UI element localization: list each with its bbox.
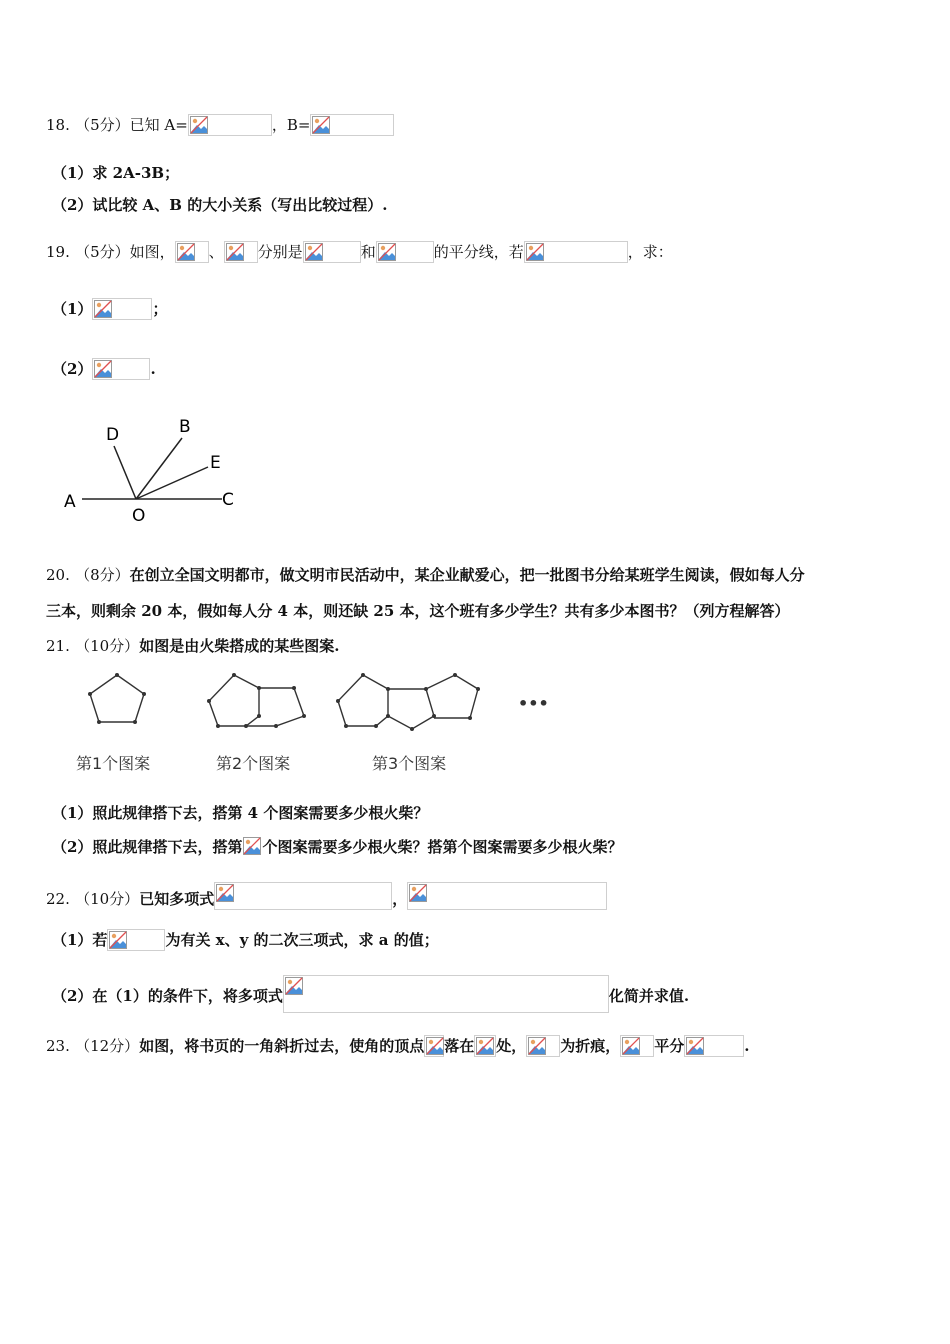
q20-stem xyxy=(46,565,805,585)
q18-stem xyxy=(46,114,394,136)
q21-stem xyxy=(46,636,339,656)
label-d: D xyxy=(106,425,120,445)
q23-stem xyxy=(46,1035,750,1057)
ray-od xyxy=(114,446,136,499)
q22-part1-text-a: （1）若 xyxy=(52,931,108,949)
ray-oe xyxy=(136,467,208,499)
formula-image-icon xyxy=(526,1035,560,1057)
formula-image-icon xyxy=(214,882,392,910)
q19-number: 19. xyxy=(46,243,70,261)
q23-number: 23. xyxy=(46,1037,70,1055)
q19-text: 和 xyxy=(360,243,376,261)
caption-pattern-1: 第1个图案 xyxy=(76,754,151,773)
formula-image-icon xyxy=(407,882,607,910)
q20-number: 20. xyxy=(46,566,70,584)
formula-image-icon xyxy=(175,241,209,263)
q23-text: 如图，将书页的一角斜折过去，使角的顶点 xyxy=(139,1037,425,1055)
q19-part2 xyxy=(52,358,156,380)
q22-score: （10分） xyxy=(75,890,140,908)
q19-text: 的平分线，若 xyxy=(433,243,524,261)
q22-number: 22. xyxy=(46,890,70,908)
q20-text-line2: 三本，则剩余 20 本，假如每人分 4 本，则还缺 25 本，这个班有多少学生？共有多少本图书？（列方程解答） xyxy=(46,602,790,620)
q21-score: （10分） xyxy=(75,637,140,655)
pattern-1-pentagon xyxy=(90,675,144,722)
q21-part2 xyxy=(52,836,622,858)
q21-number: 21. xyxy=(46,637,70,655)
q19-stem xyxy=(46,241,673,263)
q23-text: . xyxy=(744,1037,750,1055)
q21-part1: （1）照此规律搭下去，搭第 4 个图案需要多少根火柴？ xyxy=(52,804,429,822)
formula-image-icon xyxy=(524,241,628,263)
q18-part1: （1）求 2A-3B； xyxy=(52,164,180,182)
q23-score: （12分） xyxy=(75,1037,140,1055)
formula-image-icon xyxy=(283,975,609,1013)
q19-part1 xyxy=(52,298,167,320)
q22-stem xyxy=(46,882,607,910)
formula-image-icon xyxy=(92,298,152,320)
pattern-2 xyxy=(209,675,304,726)
label-b: B xyxy=(179,417,191,437)
q22-part2 xyxy=(52,975,689,1013)
label-o: O xyxy=(132,506,146,524)
formula-image-icon xyxy=(242,836,262,858)
label-e: E xyxy=(210,453,221,473)
q19-part1-label: （1） xyxy=(52,300,93,318)
q19-text: 如图， xyxy=(129,243,175,261)
q20-score: （8分） xyxy=(75,566,130,584)
angle-figure xyxy=(46,412,246,524)
formula-image-icon xyxy=(107,929,165,951)
q22-comma: ， xyxy=(392,890,408,908)
q19-text: 、 xyxy=(208,243,224,261)
q19-part2-end: . xyxy=(150,360,156,378)
q22-part2-text-a: （2）在（1）的条件下，将多项式 xyxy=(52,987,283,1005)
q19-score: （5分） xyxy=(75,243,130,261)
formula-image-icon xyxy=(620,1035,654,1057)
q23-text: 处， xyxy=(496,1037,527,1055)
label-c: C xyxy=(222,490,234,510)
q22-part1-text-b: 为有关 x、y 的二次三项式，求 a 的值； xyxy=(165,931,439,949)
matchstick-patterns xyxy=(70,665,560,780)
q18-text-a: 已知 A= xyxy=(129,116,188,134)
caption-pattern-3: 第3个图案 xyxy=(372,754,447,773)
formula-image-icon xyxy=(376,241,434,263)
q20-text-line1: 在创立全国文明都市，做文明市民活动中，某企业献爱心，把一批图书分给某班学生阅读，假如每人分 xyxy=(129,566,805,584)
q19-text: ，求： xyxy=(627,243,673,261)
q19-text: 分别是 xyxy=(257,243,303,261)
q23-text: 落在 xyxy=(444,1037,475,1055)
formula-image-icon xyxy=(310,114,394,136)
q22-part2-text-b: 化简并求值. xyxy=(608,987,690,1005)
label-a: A xyxy=(64,492,76,512)
formula-image-icon xyxy=(224,241,258,263)
q21-text: 如图是由火柴搭成的某些图案. xyxy=(139,637,340,655)
ellipsis: ••• xyxy=(518,694,549,713)
q19-part2-label: （2） xyxy=(52,360,93,378)
q18-score: （5分） xyxy=(75,116,130,134)
q22-part1 xyxy=(52,929,439,951)
formula-image-icon xyxy=(303,241,361,263)
formula-image-icon xyxy=(424,1035,444,1057)
formula-image-icon xyxy=(474,1035,496,1057)
q21-part2-text-b: 个图案需要多少根火柴？搭第个图案需要多少根火柴？ xyxy=(262,838,623,856)
q22-text: 已知多项式 xyxy=(139,890,215,908)
q23-text: 为折痕， xyxy=(560,1037,621,1055)
formula-image-icon xyxy=(188,114,272,136)
q18-number: 18. xyxy=(46,116,70,134)
formula-image-icon xyxy=(684,1035,744,1057)
q19-part1-end: ； xyxy=(152,300,168,318)
caption-pattern-2: 第2个图案 xyxy=(216,754,291,773)
q18-text-b: ，B= xyxy=(271,116,311,134)
q21-part2-text-a: （2）照此规律搭下去，搭第 xyxy=(52,838,243,856)
formula-image-icon xyxy=(92,358,150,380)
pattern-3 xyxy=(338,675,478,729)
q23-text: 平分 xyxy=(654,1037,685,1055)
q18-part2: （2）试比较 A、B 的大小关系（写出比较过程）. xyxy=(52,196,388,214)
ray-ob xyxy=(136,438,182,499)
